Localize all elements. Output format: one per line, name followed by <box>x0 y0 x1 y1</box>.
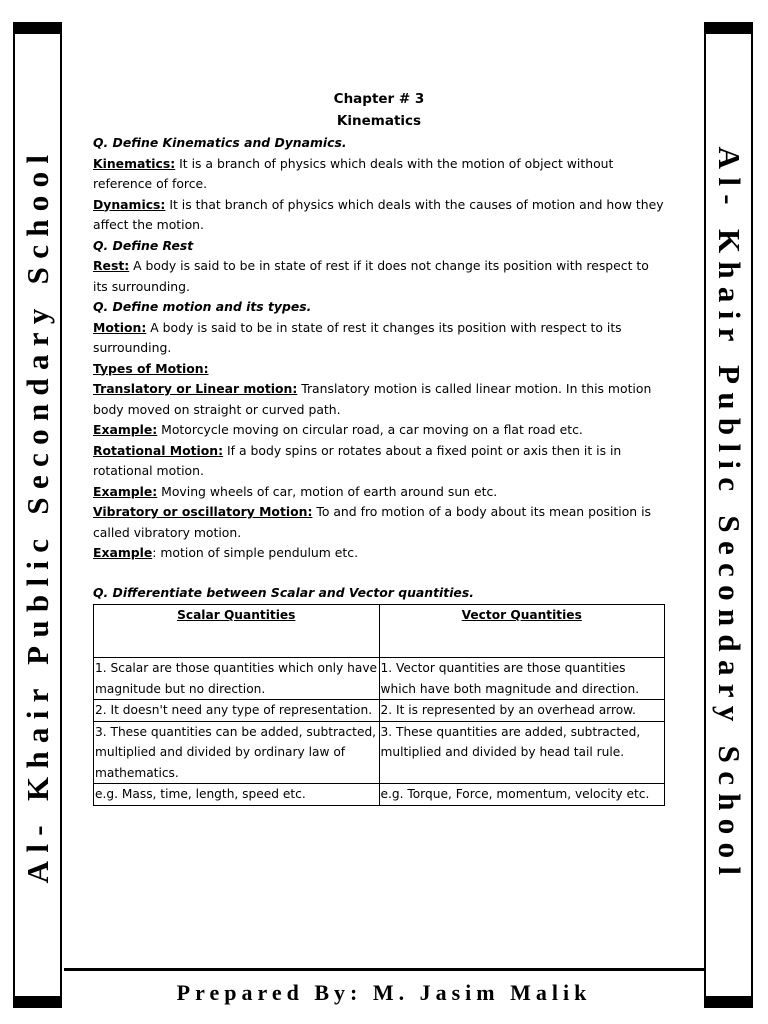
example-3-text: : motion of simple pendulum etc. <box>152 545 359 560</box>
table-row <box>94 700 665 722</box>
example-1-label: Example: <box>93 422 158 437</box>
scalar-cell: 3. These quantities can be added, subtracted, multiplied and divided by ordinary law of mathematics. <box>94 721 380 784</box>
example-1-text: Motorcycle moving on circular road, a car moving on a flat road etc. <box>157 422 583 437</box>
scalar-cell: 2. It doesn't need any type of representation. <box>94 700 380 722</box>
rest-definition <box>93 256 665 297</box>
left-banner-bottom-cap <box>13 996 62 1008</box>
right-side-banner <box>704 22 753 1008</box>
vibratory-label: Vibratory or oscillatory Motion: <box>93 504 313 519</box>
kinematics-text: It is a branch of physics which deals with the motion of object without reference of force. <box>93 155 614 191</box>
vector-header: Vector Quantities <box>379 605 665 658</box>
vector-cell: 2. It is represented by an overhead arrow. <box>379 700 665 722</box>
question-1: Q. Define Kinematics and Dynamics. <box>93 135 347 150</box>
question-3: Q. Define motion and its types. <box>93 299 312 314</box>
dynamics-label: Dynamics: <box>93 196 166 212</box>
dynamics-text: It is that branch of physics which deals with the causes of motion and how they affect the motion. <box>93 196 664 232</box>
example-3 <box>93 543 665 564</box>
scalar-cell: e.g. Mass, time, length, speed etc. <box>94 784 380 806</box>
scalar-header: Scalar Quantities <box>94 605 380 658</box>
right-banner-top-cap <box>704 22 753 34</box>
left-side-banner <box>13 22 62 1008</box>
vector-cell: e.g. Torque, Force, momentum, velocity etc. <box>379 784 665 806</box>
scalar-vector-table <box>93 604 665 806</box>
table-row <box>94 658 665 700</box>
rotational-definition <box>93 441 665 482</box>
kinematics-definition <box>93 154 665 195</box>
topic-title: Kinematics <box>336 113 422 129</box>
motion-definition <box>93 318 665 359</box>
translatory-label: Translatory or Linear motion: <box>93 381 298 396</box>
vector-cell: 3. These quantities are added, subtracted, multiplied and divided by head tail rule. <box>379 721 665 784</box>
rest-label: Rest: <box>93 258 130 273</box>
vector-cell: 1. Vector quantities are those quantities which have both magnitude and direction. <box>379 658 665 700</box>
dynamics-definition <box>93 195 665 236</box>
table-header-row <box>94 605 665 658</box>
scalar-cell: 1. Scalar are those quantities which only have magnitude but no direction. <box>94 658 380 700</box>
vibratory-definition <box>93 502 665 543</box>
question-4: Q. Differentiate between Scalar and Vector quantities. <box>93 584 474 600</box>
motion-text: A body is said to be in state of rest it changes its position with respect to its surrounding. <box>93 319 622 355</box>
left-banner-top-cap <box>13 22 62 34</box>
question-2: Q. Define Rest <box>93 237 194 253</box>
translatory-text: Translatory motion is called linear motion. In this motion body moved on straight or curved path. <box>93 381 652 417</box>
example-2 <box>93 482 665 503</box>
footer-author: Prepared By: M. Jasim Malik <box>176 980 592 1005</box>
types-label: Types of Motion: <box>93 360 209 376</box>
document-body <box>93 88 665 806</box>
table-row <box>94 784 665 806</box>
footer-divider <box>64 968 704 971</box>
chapter-title: Chapter # 3 <box>333 91 425 107</box>
example-2-text: Moving wheels of car, motion of earth around sun etc. <box>157 483 498 499</box>
rest-text: A body is said to be in state of rest if it does not change its position with respect to its surrounding. <box>93 258 649 294</box>
motion-label: Motion: <box>93 319 147 335</box>
vibratory-text: To and fro motion of a body about its mean position is called vibratory motion. <box>93 504 651 540</box>
kinematics-label: Kinematics: <box>93 155 176 171</box>
example-2-label: Example: <box>93 483 158 499</box>
translatory-definition <box>93 379 665 420</box>
rotational-text: If a body spins or rotates about a fixed point or axis then it is in rotational motion. <box>93 442 622 478</box>
right-school-name: Al- Khair Public Secondary School <box>711 146 747 884</box>
section-spacer <box>93 564 665 583</box>
left-school-name: Al- Khair Public Secondary School <box>19 146 55 884</box>
example-1 <box>93 420 665 441</box>
table-row <box>94 721 665 784</box>
types-heading <box>93 359 665 380</box>
rotational-label: Rotational Motion: <box>93 442 224 458</box>
right-banner-bottom-cap <box>704 996 753 1008</box>
example-3-label: Example <box>93 545 153 560</box>
